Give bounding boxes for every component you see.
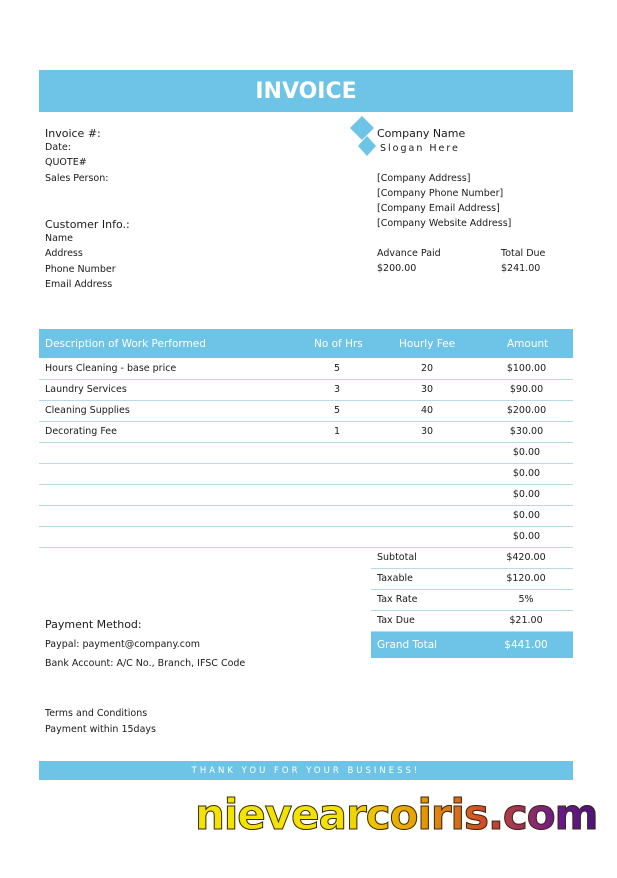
header-amount: Amount [507, 338, 549, 350]
cell-fee: 30 [420, 426, 434, 437]
cell-amount: $0.00 [512, 468, 541, 479]
cell-description: Cleaning Supplies [45, 405, 130, 416]
tax-due-value: $21.00 [509, 615, 543, 626]
subtotal-label: Subtotal [377, 552, 417, 563]
customer-email-label: Email Address [45, 279, 113, 290]
company-website: [Company Website Address] [377, 218, 512, 229]
cell-fee: 30 [420, 384, 434, 395]
header-description: Description of Work Performed [45, 338, 206, 350]
customer-name-label: Name [45, 233, 74, 244]
cell-amount: $200.00 [506, 405, 547, 416]
table-header [39, 329, 573, 358]
tax-rate-row [371, 589, 573, 611]
taxable-row [371, 568, 573, 590]
cell-hours: 5 [333, 405, 341, 416]
paypal-info: Paypal: payment@company.com [45, 639, 201, 650]
table-row [39, 463, 573, 485]
subtotal-row [371, 547, 573, 569]
customer-phone-label: Phone Number [45, 264, 116, 275]
total-due-value: $241.00 [501, 263, 541, 274]
cell-description: Decorating Fee [45, 426, 117, 437]
cell-description: Hours Cleaning - base price [45, 363, 177, 374]
thank-you-footer [39, 761, 573, 780]
payment-method-heading: Payment Method: [45, 618, 142, 631]
date-label: Date: [45, 142, 71, 153]
cell-description: Laundry Services [45, 384, 127, 395]
watermark-logo: nievearcoiris.com [195, 790, 598, 839]
customer-address-label: Address [45, 248, 83, 259]
company-name: Company Name [377, 127, 466, 140]
cell-hours: 3 [333, 384, 341, 395]
grand-total-row [371, 632, 573, 658]
quote-label: QUOTE# [45, 157, 87, 168]
grand-total-label: Grand Total [377, 639, 438, 651]
terms-heading: Terms and Conditions [45, 708, 148, 719]
cell-amount: $0.00 [512, 489, 541, 500]
cell-amount: $90.00 [509, 384, 544, 395]
invoice-title: INVOICE [255, 78, 357, 104]
cell-fee: 40 [420, 405, 434, 416]
tax-due-label: Tax Due [377, 615, 415, 626]
header-hours: No of Hrs [314, 338, 363, 350]
taxable-label: Taxable [377, 573, 414, 584]
thank-you-text: THANK YOU FOR YOUR BUSINESS! [191, 765, 421, 776]
terms-text: Payment within 15days [45, 724, 156, 735]
table-row [39, 421, 573, 443]
company-phone: [Company Phone Number] [377, 188, 504, 199]
bank-account-info: Bank Account: A/C No., Branch, IFSC Code [45, 658, 246, 669]
cell-amount: $0.00 [512, 510, 541, 521]
cell-hours: 1 [333, 426, 341, 437]
table-row [39, 442, 573, 464]
company-logo-diamonds-icon [350, 116, 378, 158]
taxable-value: $120.00 [506, 573, 546, 584]
advance-paid-value: $200.00 [377, 263, 417, 274]
sales-person-label: Sales Person: [45, 173, 109, 184]
total-due-label: Total Due [501, 248, 546, 259]
grand-total-value: $441.00 [504, 639, 548, 651]
tax-rate-value: 5% [518, 594, 534, 605]
advance-paid-label: Advance Paid [377, 248, 441, 259]
company-address: [Company Address] [377, 173, 471, 184]
invoice-number-label: Invoice #: [45, 127, 101, 140]
table-row [39, 400, 573, 422]
cell-amount: $0.00 [512, 531, 541, 542]
company-slogan: Slogan Here [380, 143, 460, 154]
cell-amount: $30.00 [509, 426, 544, 437]
table-row [39, 505, 573, 527]
table-row [39, 379, 573, 401]
subtotal-value: $420.00 [506, 552, 546, 563]
tax-due-row [371, 610, 573, 632]
cell-amount: $100.00 [506, 363, 547, 374]
invoice-title-banner [39, 70, 573, 112]
tax-rate-label: Tax Rate [377, 594, 418, 605]
cell-amount: $0.00 [512, 447, 541, 458]
table-row [39, 526, 573, 548]
company-email: [Company Email Address] [377, 203, 500, 214]
header-hourly-fee: Hourly Fee [399, 338, 456, 350]
table-row [39, 358, 573, 380]
cell-fee: 20 [420, 363, 434, 374]
customer-info-heading: Customer Info.: [45, 218, 130, 231]
table-row [39, 484, 573, 506]
cell-hours: 5 [333, 363, 341, 374]
